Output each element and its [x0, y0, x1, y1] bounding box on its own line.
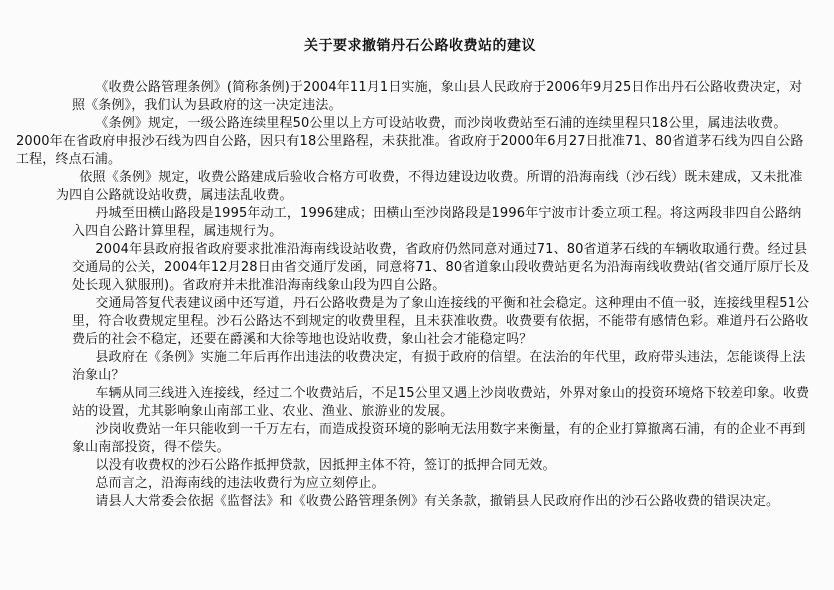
document-title: 关于要求撤销丹石公路收费站的建议 — [304, 38, 536, 54]
paragraph-7: 交通局答复代表建议函中还写道，丹石公路收费是为了象山连接线的平衡和社会稳定。这种理由不值一驳，连接线里程51公里，符合收费规定里程。沙石公路达不到规定的收费里程，且未获准收费。收费要有依据，不能带有感情色彩。难道丹石公路收费后的社会不稳定，还要在爵溪和大徐等地也设站收费，象山社会才能稳定吗？ — [72, 296, 810, 347]
paragraph-10: 沙岗收费站一年只能收到一千万左右，而造成投资环境的影响无法用数字来衡量，有的企业打算撤离石浦，有的企业不再到象山南部投资，得不偿失。 — [72, 422, 806, 455]
paragraph-11: 以没有收费权的沙石公路作抵押贷款，因抵押主体不符，签订的抵押合同无效。 — [95, 458, 556, 473]
paragraph-6: 2004年县政府报省政府要求批准沿海南线设站收费，省政府仍然同意对通过71、80省道茅石线的车辆收取通行费。经过县交通局的公关，2004年12月28日由省交通厅发函，同意将71、80省道象山段收费站更名为沿海南线收费站(省交通厅原厅长及处长现入狱服刑)。省政府并未批准沿海南线象山段为四自公路。 — [72, 242, 810, 293]
paragraph-3: 2000年在省政府申报沙石线为四自公路，因只有18公里路程，未获批准。省政府于2000年6月27日批准71、80省道茅石线为四自公路工程，终点石浦。 — [16, 134, 804, 167]
paragraph-2: 《条例》规定，一级公路连续里程50公里以上方可设站收费，而沙岗收费站至石浦的连续里程只18公里，属违法收费。 — [95, 116, 787, 131]
paragraph-1: 《收费公路管理条例》(简称条例)于2004年11月1日实施，象山县人民政府于2006年9月25日作出丹石公路收费决定，对照《条例》，我们认为县政府的这一决定违法。 — [72, 80, 803, 113]
paragraph-9: 车辆从同三线进入连接线，经过二个收费站后，不足15公里又遇上沙岗收费站，外界对象山的投资环境烙下较差印象。收费站的设置，尤其影响象山南部工业、农业、渔业、旅游业的发展。 — [72, 386, 810, 419]
paragraph-12: 总而言之，沿海南线的违法收费行为应立刻停止。 — [95, 476, 385, 491]
paragraph-8: 县政府在《条例》实施二年后再作出违法的收费决定，有损于政府的信望。在法治的年代里，政府带头违法，怎能谈得上法治象山？ — [72, 350, 806, 383]
paragraph-4: 依照《条例》规定，收费公路建成后验收合格方可收费，不得边建设边收费。所谓的沿海南线（沙石线）既未建成，又未批准为四自公路就设站收费，属违法乱收费。 — [56, 170, 803, 203]
document-body — [16, 79, 814, 511]
paragraph-5: 丹城至田横山路段是1995年动工，1996建成；田横山至沙岗路段是1996年宁波市计委立项工程。将这两段非四自公路纳入四自公路计算里程，属违规行为。 — [72, 206, 802, 239]
paragraph-13: 请县人大常委会依据《监督法》和《收费公路管理条例》有关条款，撤销县人民政府作出的沙石公路收费的错误决定。 — [95, 494, 780, 509]
